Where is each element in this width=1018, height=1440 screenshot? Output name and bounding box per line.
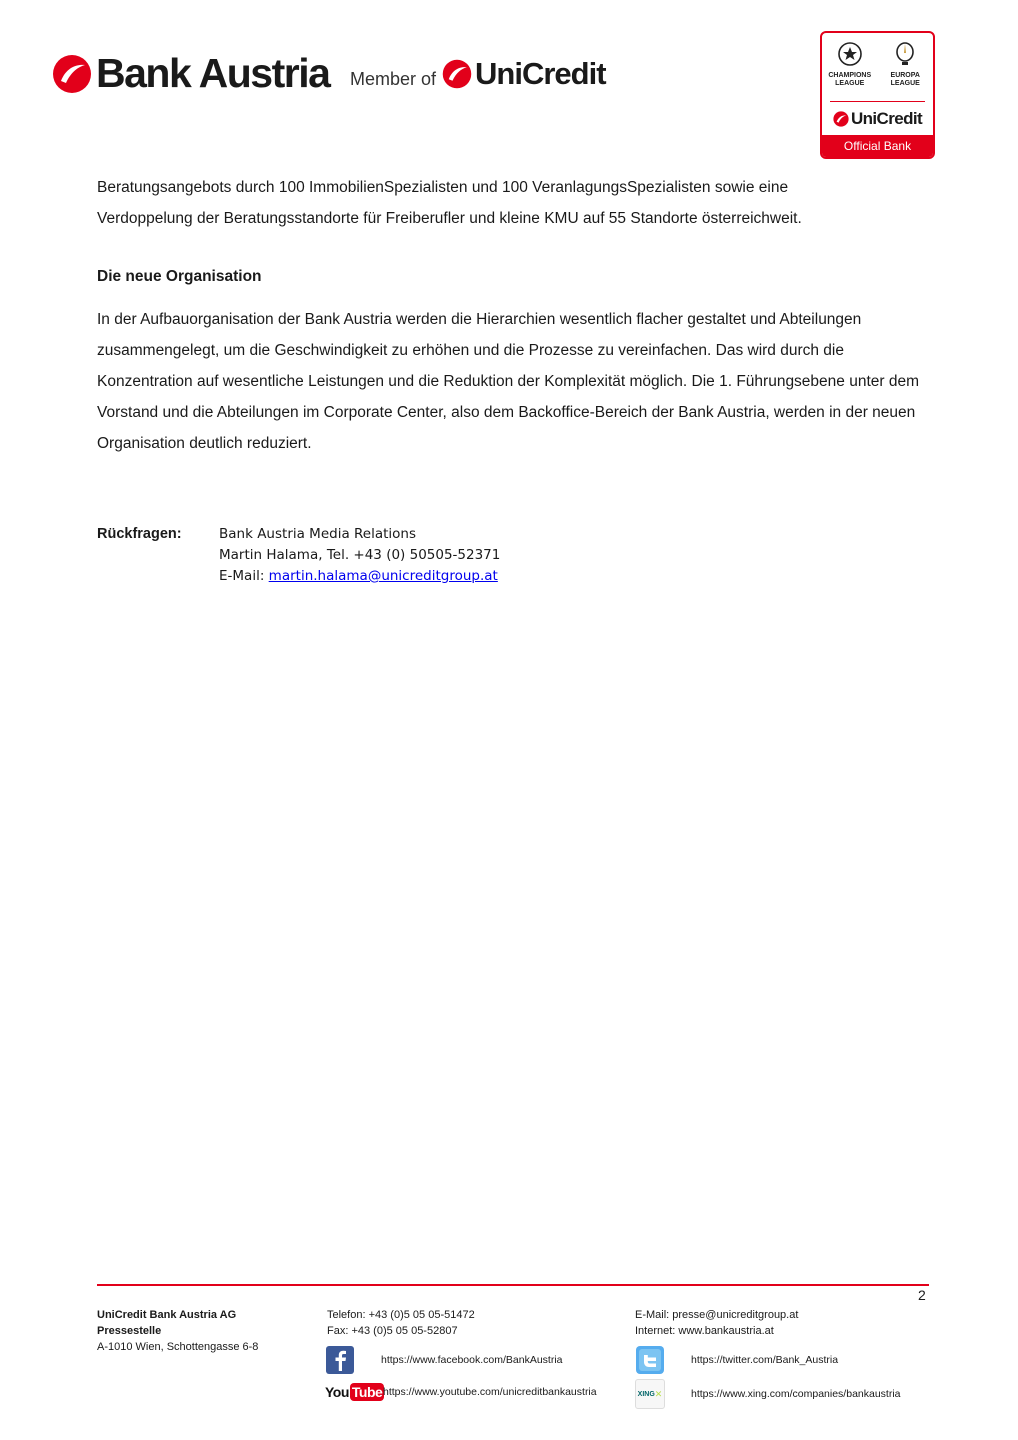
facebook-url[interactable]: https://www.facebook.com/BankAustria: [381, 1354, 563, 1366]
footer-phone: [327, 1307, 475, 1339]
department-name: Pressestelle: [97, 1325, 162, 1337]
footer-company: [97, 1307, 258, 1355]
unicredit-logo-icon: [833, 111, 849, 127]
member-of-unicredit: [350, 56, 606, 92]
contact-department: Bank Austria Media Relations: [219, 526, 417, 542]
section-heading: Die neue Organisation: [97, 268, 262, 285]
facebook-icon: [325, 1345, 355, 1375]
youtube-icon-text: You: [325, 1384, 349, 1400]
intro-line: Verdoppelung der Beratungsstandorte für Freiberufler und kleine KMU auf 55 Standorte österreichweit.: [97, 210, 802, 227]
twitter-link[interactable]: [635, 1345, 838, 1375]
xing-link[interactable]: [635, 1379, 901, 1409]
company-name: UniCredit Bank Austria AG: [97, 1309, 237, 1321]
youtube-icon-text2: Tube: [351, 1384, 383, 1400]
company-address: A-1010 Wien, Schottengasse 6-8: [97, 1341, 259, 1353]
europa-league-logo: [879, 41, 931, 101]
section-paragraph: In der Aufbauorganisation der Bank Austria werden die Hierarchien wesentlich flacher gestaltet und Abteilungen zusammengelegt, um die Geschwindigkeit zu erhöhen und die Prozesse zu vereinfachen. Das wird durch die Konzentration auf wesentliche Leistungen und die Reduktion der Komplexität möglich. Die 1. Führungsebene unter dem Vorstand und die Abteilungen im Corporate Center, also dem Backoffice-Bereich der Bank Austria, werden in der neuen Organisation deutlich reduziert.: [97, 311, 920, 452]
email-prefix: E-Mail:: [219, 568, 269, 584]
contact-person: Martin Halama, Tel. +43 (0) 50505-52371: [219, 547, 501, 563]
twitter-url[interactable]: https://twitter.com/Bank_Austria: [691, 1354, 839, 1366]
group-name: UniCredit: [475, 56, 606, 91]
champions-league-name: CHAMPIONS LEAGUE: [828, 72, 872, 87]
xing-icon: XING ✕: [635, 1379, 665, 1409]
official-bank-badge: [820, 31, 935, 159]
youtube-link[interactable]: [325, 1379, 597, 1405]
xing-url[interactable]: https://www.xing.com/companies/bankaustria: [691, 1388, 901, 1400]
youtube-url[interactable]: https://www.youtube.com/unicreditbankaustria: [383, 1386, 597, 1398]
xing-icon-text: XING: [637, 1390, 655, 1398]
footer-online: [635, 1307, 798, 1339]
europa-league-name: EUROPA LEAGUE: [890, 72, 920, 87]
bank-austria-logo: [52, 50, 329, 97]
fax-number: Fax: +43 (0)5 05 05-52807: [327, 1325, 458, 1337]
champions-league-logo: [824, 41, 876, 101]
unicredit-logo-icon: [52, 54, 92, 94]
badge-divider: [830, 101, 925, 102]
trophy-icon: [892, 41, 918, 67]
contact-label: Rückfragen:: [97, 526, 182, 542]
twitter-icon: [635, 1345, 665, 1375]
contact-email-link[interactable]: martin.halama@unicreditgroup.at: [268, 568, 498, 584]
website: Internet: www.bankaustria.at: [635, 1325, 774, 1337]
bank-name: Bank Austria: [96, 50, 330, 96]
intro-line: Beratungsangebots durch 100 ImmobilienSpezialisten und 100 VeranlagungsSpezialisten sowie eine: [97, 179, 789, 196]
badge-sponsor: [822, 109, 933, 129]
page-number: 2: [918, 1287, 926, 1303]
intro-text: [97, 172, 927, 234]
unicredit-logo-icon: [442, 59, 472, 89]
member-of-text: Member of: [350, 68, 437, 89]
badge-sponsor-name: UniCredit: [850, 109, 923, 128]
footer-divider: [97, 1284, 929, 1286]
youtube-icon: [325, 1379, 383, 1405]
press-email: E-Mail: presse@unicreditgroup.at: [635, 1309, 799, 1321]
phone-number: Telefon: +43 (0)5 05 05-51472: [327, 1309, 475, 1321]
facebook-link[interactable]: [325, 1345, 563, 1375]
contact-email-line: [219, 566, 500, 587]
official-bank-label: Official Bank: [822, 135, 933, 157]
starball-icon: [837, 41, 863, 67]
